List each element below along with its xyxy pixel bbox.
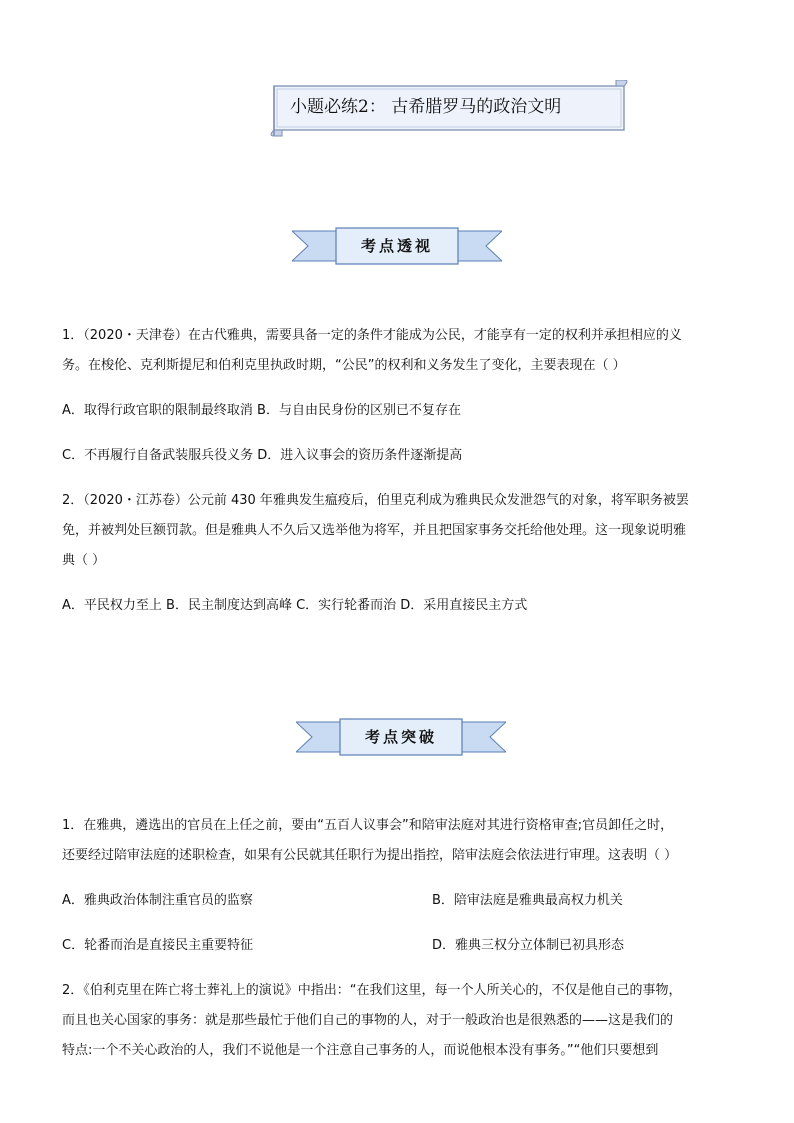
s2-q1-option-d: D．雅典三权分立体制已初具形态 (432, 938, 625, 953)
page-title: 小题必练2： 古希腊罗马的政治文明 (290, 97, 562, 117)
section-banner-1 (292, 225, 502, 267)
s1-q2-line1: 2．（2020・江苏卷）公元前 430 年雅典发生瘟疫后，伯里克利成为雅典民众发泄怨气的对象，将军职务被罢 (62, 493, 689, 508)
s1-q2-options: A．平民权力至上 B．民主制度达到高峰 C．实行轮番而治 D．采用直接民主方式 (62, 598, 528, 613)
s1-q1-line1: 1．（2020・天津卷）在古代雅典，需要具备一定的条件才能成为公民，才能享有一定的权利并承担相应的义 (62, 328, 682, 343)
section-banner-2 (296, 716, 506, 758)
s1-q2-line2: 免，并被判处巨额罚款。但是雅典人不久后又选举他为将军，并且把国家事务交托给他处理。这一现象说明雅 (62, 523, 687, 538)
s2-q1-line1: 1．在雅典，遴选出的官员在上任之前，要由“五百人议事会”和陪审法庭对其进行资格审查;官员卸任之时， (62, 818, 674, 833)
s1-q1-options-cd: C．不再履行自备武装服兵役义务 D．进入议事会的资历条件逐渐提高 (62, 448, 463, 463)
s2-q1-options-cd (62, 937, 742, 955)
s2-q1-option-c: C．轮番而治是直接民主重要特征 (62, 938, 254, 953)
s1-q1-line2: 务。在梭伦、克利斯提尼和伯利克里执政时期，“公民”的权利和义务发生了变化，主要表现在（ ） (62, 358, 626, 373)
s2-q1-option-a: A．雅典政治体制注重官员的监察 (62, 893, 253, 908)
s2-q1-option-b: B．陪审法庭是雅典最高权力机关 (432, 893, 623, 908)
s2-q2-line3: 特点:一个不关心政治的人，我们不说他是一个注意自己事务的人，而说他根本没有事务。”“他们只要想到 (62, 1043, 659, 1058)
section-banner-label: 考点突破 (364, 728, 437, 746)
section-banner-label: 考点透视 (360, 237, 433, 255)
s2-q1-options-ab (62, 892, 742, 910)
s2-q1-line2: 还要经过陪审法庭的述职检查，如果有公民就其任职行为提出指控，陪审法庭会依法进行审理。这表明（ ） (62, 848, 678, 863)
s2-q2-line1: 2．《伯利克里在阵亡将士葬礼上的演说》中指出：“在我们这里，每一个人所关心的，不仅是他自己的事物， (62, 983, 682, 998)
s1-q1-options-ab: A．取得行政官职的限制最终取消 B．与自由民身份的区别已不复存在 (62, 403, 461, 418)
s2-q2-line2: 而且也关心国家的事务：就是那些最忙于他们自己的事物的人，对于一般政治也是很熟悉的——这是我们的 (62, 1013, 674, 1028)
s1-q2-line3: 典（ ） (62, 553, 106, 568)
title-scroll (268, 80, 628, 138)
